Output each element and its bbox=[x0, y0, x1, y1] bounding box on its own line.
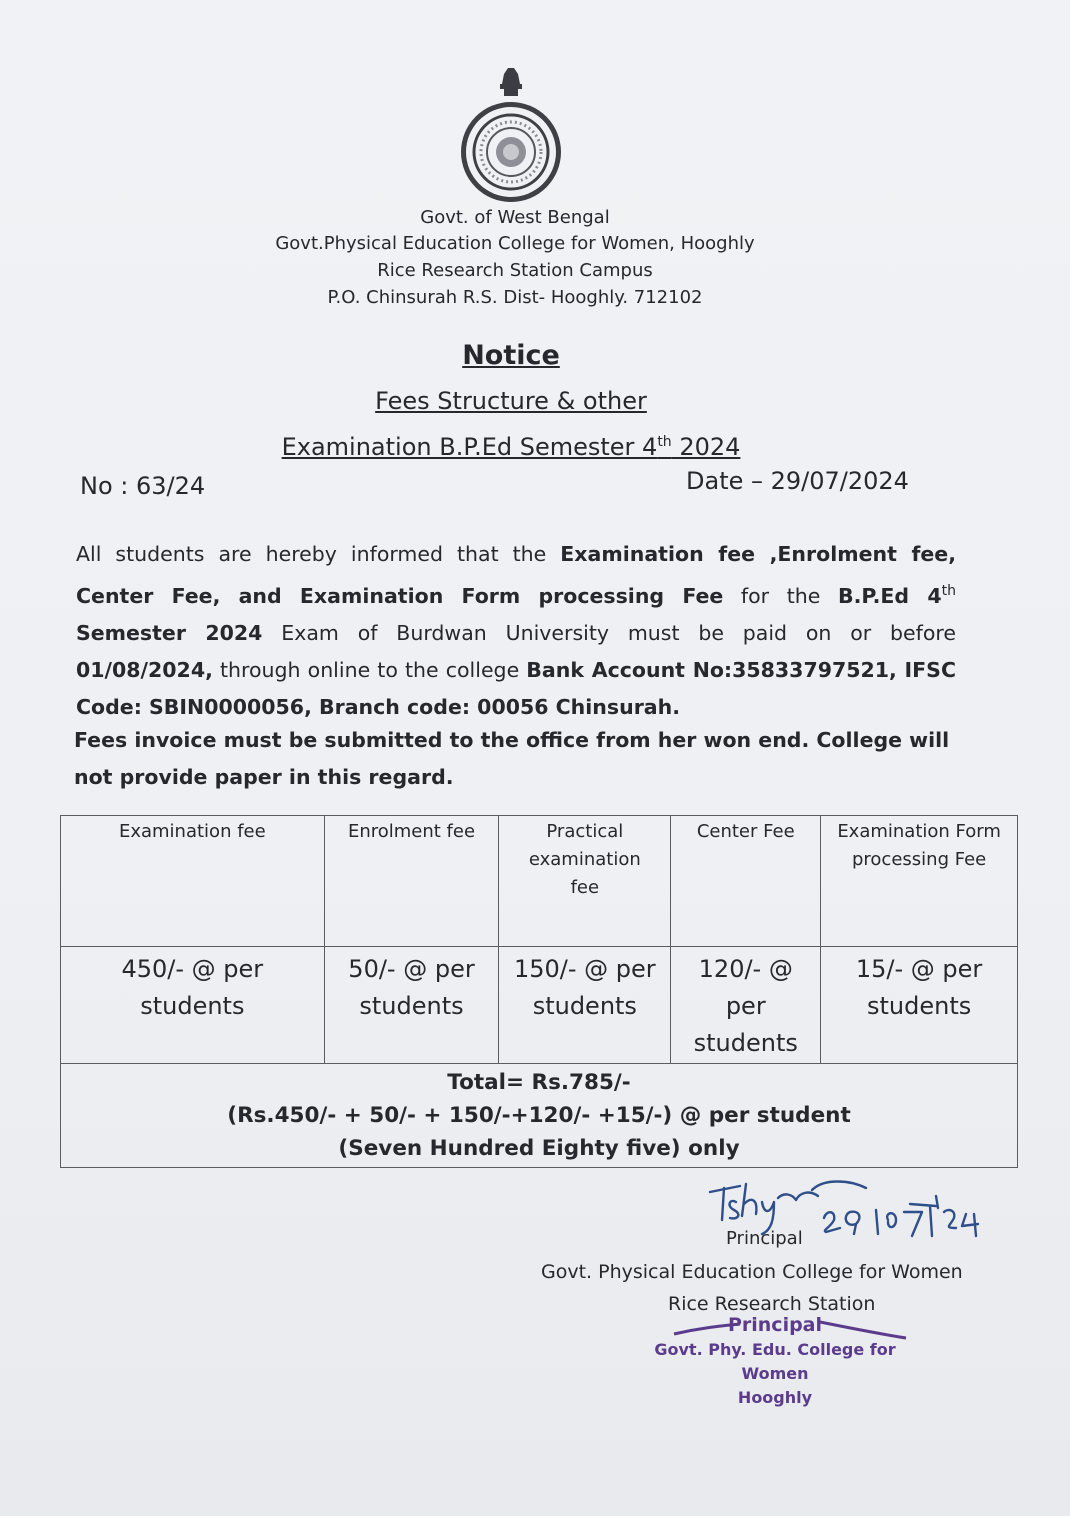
notice-subtitle-2 bbox=[0, 425, 1022, 464]
signatory-place: Rice Research Station bbox=[668, 1293, 876, 1315]
signatory-designation: Principal bbox=[726, 1228, 803, 1249]
stamp-title: Principal bbox=[727, 1314, 823, 1336]
table-header-cell: Enrolment fee bbox=[324, 816, 499, 947]
notice-invoice-paragraph: Fees invoice must be submitted to the office from her won end. College will not provide paper in this regard. bbox=[74, 728, 950, 789]
table-header-cell: Examination Form processing Fee bbox=[821, 816, 1018, 947]
table-header-cell: Center Fee bbox=[671, 816, 821, 947]
table-cell: 450/- @ per students bbox=[61, 947, 325, 1064]
table-cell: 120/- @ per students bbox=[671, 947, 821, 1064]
total-breakdown: (Rs.450/- + 50/- + 150/-+120/- +15/-) @ per student bbox=[227, 1103, 851, 1128]
table-cell: 150/- @ per students bbox=[499, 947, 671, 1064]
notice-subtitle-1: Fees Structure & other bbox=[375, 387, 647, 415]
table-row bbox=[61, 947, 1018, 1064]
notice-date: Date – 29/07/2024 bbox=[686, 467, 909, 495]
header-campus: Rice Research Station Campus bbox=[377, 260, 653, 281]
subtitle-year: 2024 bbox=[671, 433, 741, 461]
header-college-name: Govt.Physical Education College for Women, Hooghly bbox=[275, 233, 755, 254]
notice-body-paragraph: All students are hereby informed that the Examination fee ,Enrolment fee, Center Fee, and Examination Form processing Fee for the B.P.Ed 4th Semester 2024 Exam of Burdwan University must be paid on or before 01/08/2024, through online to the college Bank Account No:35833797521, IFSC Code: SBIN0000056, Branch code: 00056 Chinsurah. bbox=[76, 542, 957, 719]
fees-table bbox=[60, 815, 1018, 1168]
principal-stamp bbox=[620, 1312, 930, 1410]
government-emblem-logo bbox=[456, 64, 566, 204]
table-header-row bbox=[61, 816, 1018, 947]
header-government: Govt. of West Bengal bbox=[420, 207, 610, 228]
table-total-cell bbox=[61, 1064, 1018, 1168]
notice-title: Notice bbox=[462, 340, 560, 371]
table-header-cell: Practical examination fee bbox=[499, 816, 671, 947]
table-cell: 15/- @ per students bbox=[821, 947, 1018, 1064]
stamp-location: Hooghly bbox=[737, 1388, 813, 1407]
subtitle-superscript: th bbox=[657, 434, 672, 450]
signatory-college: Govt. Physical Education College for Women bbox=[541, 1261, 963, 1283]
total-amount: Total= Rs.785/- bbox=[447, 1070, 631, 1095]
total-in-words: (Seven Hundred Eighty five) only bbox=[338, 1136, 740, 1161]
table-total-row bbox=[61, 1064, 1018, 1168]
notice-number: No : 63/24 bbox=[80, 472, 206, 500]
subtitle-text: Examination B.P.Ed Semester 4 bbox=[281, 433, 658, 461]
table-cell: 50/- @ per students bbox=[324, 947, 499, 1064]
header-address: P.O. Chinsurah R.S. Dist- Hooghly. 712102 bbox=[327, 287, 703, 308]
table-header-cell: Examination fee bbox=[61, 816, 325, 947]
stamp-college: Govt. Phy. Edu. College for Women bbox=[654, 1340, 896, 1383]
